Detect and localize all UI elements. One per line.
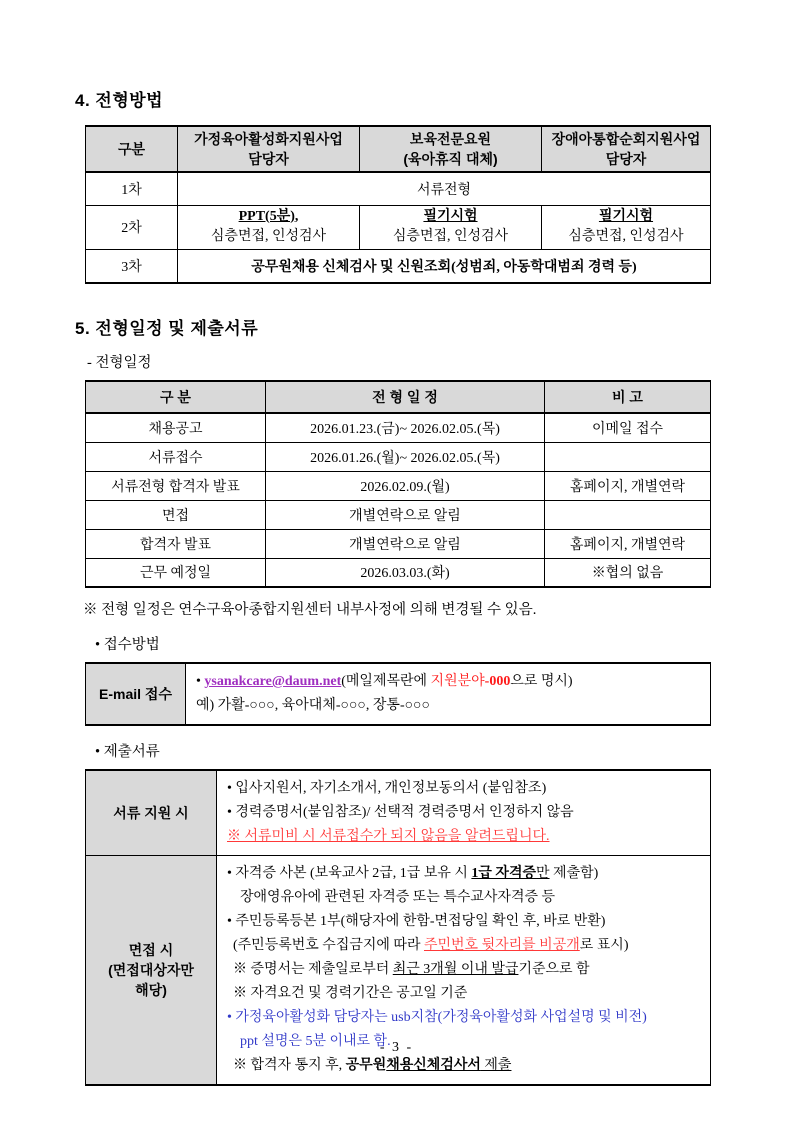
schedule-date: 2026.01.23.(금)~ 2026.02.05.(목) (266, 413, 545, 442)
table-row (86, 172, 711, 205)
section4-title: 4. 전형방법 (75, 91, 164, 110)
header-gubun: 구분 (86, 126, 178, 172)
schedule-label: 합격자 발표 (86, 529, 266, 558)
schedule-label: 서류전형 합격자 발표 (86, 471, 266, 500)
resident-register-line: • 주민등록등본 1부(해당자에 한함-면접당일 확인 후, 바로 반환) (227, 914, 606, 929)
email-example: 예) 가활-○○○, 육아대체-○○○, 장통-○○○ (196, 698, 430, 713)
schedule-date: 2026.01.26.(월)~ 2026.02.05.(목) (266, 442, 545, 471)
cert-copy-line: • 자격증 사본 (보육교사 2급, 1급 보유 시 1급 자격증만 제출함) (227, 866, 599, 881)
schedule-header-note: 비 고 (545, 381, 711, 413)
docs-bullet: • 제출서류 (95, 744, 160, 760)
email-cell (186, 663, 711, 725)
missing-docs-warning: ※ 서류미비 시 서류접수가 되지 않음을 알려드립니다. (227, 829, 550, 844)
email-label: E-mail 접수 (86, 663, 186, 725)
schedule-note (545, 442, 711, 471)
round2-label: 2차 (86, 205, 178, 249)
table-row (86, 558, 711, 587)
medical-exam-line: ※ 합격자 통지 후, 공무원채용신체검사서 제출 (233, 1058, 512, 1073)
header-program1: 가정육아활성화지원사업 담당자 (178, 126, 360, 172)
table-row (86, 442, 711, 471)
schedule-header-gubun: 구 분 (86, 381, 266, 413)
schedule-note: 홈페이지, 개별연락 (545, 471, 711, 500)
schedule-table (85, 380, 711, 588)
page-number: - 3 - (379, 1040, 414, 1055)
bullet-icon: • (196, 674, 205, 689)
apply-docs-cell: • 입사지원서, 자기소개서, 개인정보동의서 (붙임참조) • 경력증명서(붙임참조)/ 선택적 경력증명서 인정하지 않음 ※ 서류미비 시 서류접수가 되지 않음을 알려드립니다. (217, 770, 711, 856)
schedule-note: 이메일 접수 (545, 413, 711, 442)
table-row (86, 249, 711, 283)
schedule-label: 채용공고 (86, 413, 266, 442)
section5-title: 5. 전형일정 및 제출서류 (75, 319, 259, 338)
schedule-label: 서류접수 (86, 442, 266, 471)
round1-value: 서류전형 (178, 172, 711, 205)
table-row (86, 770, 711, 856)
table-row (86, 500, 711, 529)
header-program2: 보육전문요원 (육아휴직 대체) (360, 126, 542, 172)
documents-table (85, 769, 711, 1086)
round2-col3: 필기시험 심층면접, 인성검사 (542, 205, 711, 249)
usb-line: • 가정육아활성화 담당자는 usb지참(가정육아활성화 사업설명 및 비전) (227, 1010, 647, 1025)
schedule-date: 2026.03.03.(화) (266, 558, 545, 587)
table-row (86, 663, 711, 725)
round3-value: 공무원채용 신체검사 및 신원조회(성범죄, 아동학대범죄 경력 등) (178, 249, 711, 283)
apply-docs-label: 서류 지원 시 (86, 770, 217, 856)
schedule-date: 2026.02.09.(월) (266, 471, 545, 500)
table-header-row (86, 126, 711, 172)
table-header-row (86, 381, 711, 413)
table-row (86, 413, 711, 442)
schedule-subtitle: - 전형일정 (87, 355, 152, 371)
header-program3: 장애아통합순회지원사업 담당자 (542, 126, 711, 172)
email-link[interactable]: ysanakcare@daum.net (204, 674, 342, 689)
schedule-date: 개별연락으로 알림 (266, 500, 545, 529)
schedule-date: 개별연락으로 알림 (266, 529, 545, 558)
qualification-line: ※ 자격요건 및 경력기간은 공고일 기준 (233, 986, 468, 1001)
method-bullet: • 접수방법 (95, 637, 160, 653)
schedule-header-date: 전 형 일 정 (266, 381, 545, 413)
table-row (86, 529, 711, 558)
schedule-note: ※협의 없음 (545, 558, 711, 587)
round2-col2: 필기시험 심층면접, 인성검사 (360, 205, 542, 249)
disability-cert-line: 장애영유아에 관련된 자격증 또는 특수교사자격증 등 (240, 890, 556, 905)
schedule-note: 홈페이지, 개별연락 (545, 529, 711, 558)
schedule-change-note: ※ 전형 일정은 연수구육아종합지원센터 내부사정에 의해 변경될 수 있음. (83, 602, 537, 618)
round3-label: 3차 (86, 249, 178, 283)
interview-docs-label: 면접 시 (면접대상자만 해당) (86, 856, 217, 1086)
cert-date-line: ※ 증명서는 제출일로부터 최근 3개월 이내 발급기준으로 함 (233, 962, 590, 977)
ppt-line: ppt 설명은 5분 이내로 함. (240, 1034, 391, 1049)
round1-label: 1차 (86, 172, 178, 205)
schedule-label: 근무 예정일 (86, 558, 266, 587)
table-row (86, 471, 711, 500)
resident-number-line: (주민등록번호 수집금지에 따라 주민번호 뒷자리를 비공개로 표시) (233, 938, 629, 953)
schedule-note (545, 500, 711, 529)
email-line: • ysanakcare@daum.net(메일제목란에 지원분야-000으로 명시) (196, 674, 573, 689)
email-table (85, 662, 711, 726)
schedule-label: 면접 (86, 500, 266, 529)
round2-col1: PPT(5분), 심층면접, 인성검사 (178, 205, 360, 249)
table-row (86, 205, 711, 249)
selection-method-table (85, 125, 711, 284)
